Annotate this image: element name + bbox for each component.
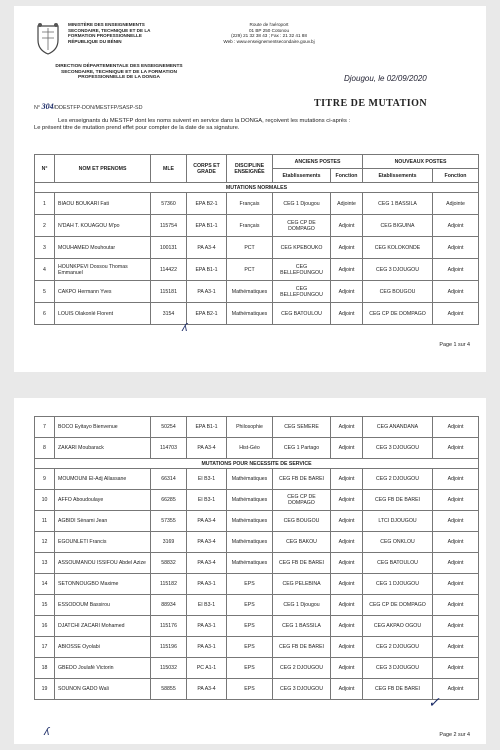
- teacher-name: LOUIS Olakonlé Florent: [55, 303, 151, 325]
- old-school: CEG SEMERE: [273, 417, 331, 438]
- row-num: 11: [35, 511, 55, 532]
- discipline: EPS: [227, 595, 273, 616]
- old-function: Adjoint: [331, 490, 363, 511]
- matricule: 58855: [151, 679, 187, 700]
- grade: PA A3-4: [187, 532, 227, 553]
- new-school: CEG 1 DJOUGOU: [363, 574, 433, 595]
- old-school: CEG KPEBOUKO: [273, 237, 331, 259]
- col-mle: MLE: [151, 155, 187, 183]
- old-school: CEG FB DE BAREI: [273, 637, 331, 658]
- old-school: CEG CP DE DOMPAGO: [273, 490, 331, 511]
- document-page-1: [14, 6, 486, 372]
- matricule: 115032: [151, 658, 187, 679]
- row-num: 19: [35, 679, 55, 700]
- new-function: Adjoint: [433, 658, 479, 679]
- mutation-table-page-1: [34, 154, 479, 325]
- teacher-name: SETONNOUGBO Maxime: [55, 574, 151, 595]
- teacher-name: MOUMOUNI El-Adj Allassane: [55, 469, 151, 490]
- discipline: Mathématiques: [227, 303, 273, 325]
- matricule: 3154: [151, 303, 187, 325]
- new-function: Adjoint: [433, 469, 479, 490]
- new-function: Adjoint: [433, 281, 479, 303]
- teacher-name: HOUNKPEVI Dossou Thomas Emmanuel: [55, 259, 151, 281]
- row-num: 18: [35, 658, 55, 679]
- new-function: Adjoint: [433, 637, 479, 658]
- ministry-header: MINISTÈRE DES ENSEIGNEMENTS SECONDAIRE, TECHNIQUE ET DE LA FORMATION PROFESSIONNELLE RÉPUBLIQUE DU BÉNIN: [68, 22, 151, 44]
- col-nouveaux-postes: NOUVEAUX POSTES: [363, 155, 479, 169]
- matricule: 114422: [151, 259, 187, 281]
- new-function: Adjoint: [433, 215, 479, 237]
- new-school: CEG CP DE DOMPAGO: [363, 303, 433, 325]
- old-function: Adjoint: [331, 469, 363, 490]
- new-function: Adjoint: [433, 303, 479, 325]
- grade: PA A3-1: [187, 616, 227, 637]
- matricule: 50254: [151, 417, 187, 438]
- table-row: [35, 438, 479, 459]
- col-num: N°: [35, 155, 55, 183]
- new-function: Adjoint: [433, 511, 479, 532]
- old-function: Adjoint: [331, 259, 363, 281]
- grade: PA A3-4: [187, 553, 227, 574]
- old-school: CEG BATOULOU: [273, 303, 331, 325]
- new-school: CEG KOLOKONDE: [363, 237, 433, 259]
- old-school: CEG FB DE BAREI: [273, 469, 331, 490]
- new-function: Adjoint: [433, 438, 479, 459]
- table-row: [35, 511, 479, 532]
- old-function: Adjoint: [331, 679, 363, 700]
- row-num: 12: [35, 532, 55, 553]
- row-num: 10: [35, 490, 55, 511]
- row-num: 5: [35, 281, 55, 303]
- row-num: 6: [35, 303, 55, 325]
- row-num: 9: [35, 469, 55, 490]
- handwritten-mark: ʎ: [44, 726, 50, 738]
- table-row: [35, 532, 479, 553]
- discipline: Philosophie: [227, 417, 273, 438]
- teacher-name: AGBIDI Sènami Jean: [55, 511, 151, 532]
- table-row: [35, 616, 479, 637]
- old-function: Adjoint: [331, 281, 363, 303]
- discipline: EPS: [227, 574, 273, 595]
- contact-block: Route de l'aéroport 01 BP 250 Cotonou (229) 21 32 38 43 ; Fax : 21 32 41 88 Web : www.enseignementsecondaire.gouv.bj: [223, 22, 315, 44]
- matricule: 57355: [151, 511, 187, 532]
- new-school: CEG 3 DJOUGOU: [363, 658, 433, 679]
- row-num: 2: [35, 215, 55, 237]
- old-function: Adjoint: [331, 532, 363, 553]
- direction-header: DIRECTION DÉPARTEMENTALE DES ENSEIGNEMENTS SECONDAIRE, TECHNIQUE ET DE LA FORMATION PROFESSIONNELLE DE LA DONGA: [55, 64, 183, 81]
- old-school: CEG BELLEFOUNGOU: [273, 259, 331, 281]
- new-school: CEG FB DE BAREI: [363, 490, 433, 511]
- discipline: EPS: [227, 637, 273, 658]
- old-school: CEG BOUGOU: [273, 511, 331, 532]
- old-function: Adjoint: [331, 303, 363, 325]
- grade: PA A3-1: [187, 281, 227, 303]
- teacher-name: EGOUNLETI Francis: [55, 532, 151, 553]
- table-row: [35, 215, 479, 237]
- intro-text: Les enseignants du MESTFP dont les noms suivent en service dans la DONGA, reçoivent les mutations ci-après : Le présent titre de mutation prend effet pour compter de la date de sa signature.: [34, 118, 351, 131]
- new-school: CEG BIGUINA: [363, 215, 433, 237]
- matricule: 57360: [151, 193, 187, 215]
- table-row: [35, 193, 479, 215]
- teacher-name: GBEDO Joulafè Victorin: [55, 658, 151, 679]
- table-row: [35, 553, 479, 574]
- matricule: 115754: [151, 215, 187, 237]
- new-school: CEG ANANDANA: [363, 417, 433, 438]
- old-function: Adjoint: [331, 616, 363, 637]
- new-function: Adjoint: [433, 616, 479, 637]
- teacher-name: DJATCHI ZACARI Mohamed: [55, 616, 151, 637]
- discipline: Hist-Géo: [227, 438, 273, 459]
- discipline: Français: [227, 215, 273, 237]
- col-anciens-postes: ANCIENS POSTES: [273, 155, 363, 169]
- discipline: Français: [227, 193, 273, 215]
- grade: EI B3-1: [187, 595, 227, 616]
- new-school: CEG AKPAO OGOU: [363, 616, 433, 637]
- col-etab-new: Etablissements: [363, 169, 433, 183]
- old-school: CEG 1 Djougou: [273, 595, 331, 616]
- old-function: Adjoint: [331, 595, 363, 616]
- table-row: [35, 595, 479, 616]
- row-num: 7: [35, 417, 55, 438]
- mutation-table-page-2: [34, 416, 479, 700]
- row-num: 17: [35, 637, 55, 658]
- teacher-name: ASSOUMANOU ISSIFOU Abdel Azize: [55, 553, 151, 574]
- section-header: MUTATIONS POUR NECESSITE DE SERVICE: [35, 459, 479, 469]
- discipline: PCT: [227, 259, 273, 281]
- table-row: [35, 679, 479, 700]
- coat-of-arms-icon: [34, 22, 62, 56]
- document-page-2: [14, 398, 486, 744]
- matricule: 114703: [151, 438, 187, 459]
- discipline: EPS: [227, 658, 273, 679]
- col-name: NOM ET PRENOMS: [55, 155, 151, 183]
- discipline: Mathématiques: [227, 511, 273, 532]
- old-function: Adjoint: [331, 658, 363, 679]
- col-fonction-new: Fonction: [433, 169, 479, 183]
- grade: EPA B1-1: [187, 417, 227, 438]
- row-num: 16: [35, 616, 55, 637]
- old-school: CEG 2 DJOUGOU: [273, 658, 331, 679]
- matricule: 58832: [151, 553, 187, 574]
- old-school: CEG 3 DJOUGOU: [273, 679, 331, 700]
- old-function: Adjoint: [331, 438, 363, 459]
- new-school: CEG FB DE BAREI: [363, 679, 433, 700]
- new-function: Adjoint: [433, 259, 479, 281]
- table-row: [35, 259, 479, 281]
- table-row: [35, 281, 479, 303]
- row-num: 15: [35, 595, 55, 616]
- new-school: CEG 2 DJOUGOU: [363, 469, 433, 490]
- new-function: Adjoint: [433, 679, 479, 700]
- table-row: [35, 490, 479, 511]
- discipline: Mathématiques: [227, 532, 273, 553]
- teacher-name: ABIOSSE Oyolabi: [55, 637, 151, 658]
- discipline: Mathématiques: [227, 281, 273, 303]
- old-function: Adjoint: [331, 215, 363, 237]
- teacher-name: CAKPO Hermann Yves: [55, 281, 151, 303]
- matricule: 66285: [151, 490, 187, 511]
- date-line: Djougou, le 02/09/2020: [344, 74, 427, 83]
- col-discipline: DISCIPLINE ENSEIGNÉE: [227, 155, 273, 183]
- old-school: CEG PELEBINA: [273, 574, 331, 595]
- old-function: Adjoint: [331, 511, 363, 532]
- new-function: Adjoint: [433, 417, 479, 438]
- new-function: Adjointe: [433, 193, 479, 215]
- discipline: EPS: [227, 679, 273, 700]
- grade: PA A3-4: [187, 511, 227, 532]
- col-etab-old: Etablissements: [273, 169, 331, 183]
- matricule: 115176: [151, 616, 187, 637]
- new-function: Adjoint: [433, 237, 479, 259]
- old-school: CEG 1 Partago: [273, 438, 331, 459]
- col-corps: CORPS ET GRADE: [187, 155, 227, 183]
- new-school: CEG 3 DJOUGOU: [363, 438, 433, 459]
- teacher-name: ESSODOUM Bassirou: [55, 595, 151, 616]
- new-school: CEG 3 DJOUGOU: [363, 259, 433, 281]
- old-function: Adjoint: [331, 237, 363, 259]
- old-function: Adjoint: [331, 417, 363, 438]
- row-num: 13: [35, 553, 55, 574]
- old-school: CEG FB DE BAREI: [273, 553, 331, 574]
- old-school: CEG 1 Djougou: [273, 193, 331, 215]
- matricule: 88934: [151, 595, 187, 616]
- new-function: Adjoint: [433, 574, 479, 595]
- grade: PA A3-4: [187, 438, 227, 459]
- reference-number: N° 304/DDESTFP-DON/MESTFP/SASP-SD: [34, 102, 143, 111]
- old-function: Adjoint: [331, 553, 363, 574]
- grade: EPA B1-1: [187, 215, 227, 237]
- table-row: [35, 237, 479, 259]
- handwritten-mark: ✓: [428, 694, 440, 710]
- row-num: 8: [35, 438, 55, 459]
- discipline: Mathématiques: [227, 553, 273, 574]
- grade: PA A3-4: [187, 237, 227, 259]
- col-fonction-old: Fonction: [331, 169, 363, 183]
- new-school: CEG BOUGOU: [363, 281, 433, 303]
- grade: PA A3-1: [187, 574, 227, 595]
- old-school: CEG 1 BASSILA: [273, 616, 331, 637]
- page-number: Page 2 sur 4: [439, 732, 470, 738]
- grade: EI B3-1: [187, 469, 227, 490]
- new-function: Adjoint: [433, 532, 479, 553]
- old-school: CEG BELLEFOUNGOU: [273, 281, 331, 303]
- new-school: CEG 1 BASSILA: [363, 193, 433, 215]
- grade: PA A3-4: [187, 679, 227, 700]
- page-number: Page 1 sur 4: [439, 342, 470, 348]
- teacher-name: MOUHAMED Mouhoutar: [55, 237, 151, 259]
- row-num: 4: [35, 259, 55, 281]
- matricule: 115181: [151, 281, 187, 303]
- grade: EPA B1-1: [187, 259, 227, 281]
- new-school: CEG BATOULOU: [363, 553, 433, 574]
- new-function: Adjoint: [433, 553, 479, 574]
- handwritten-mark: ʎ: [182, 322, 188, 334]
- new-function: Adjoint: [433, 490, 479, 511]
- table-row: [35, 637, 479, 658]
- teacher-name: ZAKARI Moubarack: [55, 438, 151, 459]
- teacher-name: AFFO Aboudoulaye: [55, 490, 151, 511]
- discipline: Mathématiques: [227, 469, 273, 490]
- matricule: 115182: [151, 574, 187, 595]
- row-num: 1: [35, 193, 55, 215]
- new-school: LTCI DJOUGOU: [363, 511, 433, 532]
- teacher-name: BOCO Eyitayo Bienvenue: [55, 417, 151, 438]
- teacher-name: SOUNON GADO Wali: [55, 679, 151, 700]
- table-row: [35, 469, 479, 490]
- old-function: Adjoint: [331, 637, 363, 658]
- grade: EI B3-1: [187, 490, 227, 511]
- table-row: [35, 574, 479, 595]
- table-row: [35, 417, 479, 438]
- row-num: 14: [35, 574, 55, 595]
- teacher-name: BIAOU BOUKARI Fati: [55, 193, 151, 215]
- matricule: 115196: [151, 637, 187, 658]
- discipline: Mathématiques: [227, 490, 273, 511]
- old-function: Adjointe: [331, 193, 363, 215]
- grade: EPA B2-1: [187, 303, 227, 325]
- old-school: CEG CP DE DOMPAGO: [273, 215, 331, 237]
- table-row: [35, 303, 479, 325]
- new-school: CEG 2 DJOUGOU: [363, 637, 433, 658]
- discipline: PCT: [227, 237, 273, 259]
- row-num: 3: [35, 237, 55, 259]
- matricule: 3169: [151, 532, 187, 553]
- grade: PA A3-1: [187, 637, 227, 658]
- grade: EPA B2-1: [187, 193, 227, 215]
- document-title: TITRE DE MUTATION: [314, 98, 428, 109]
- new-school: CEG CP DE DOMPAGO: [363, 595, 433, 616]
- matricule: 66314: [151, 469, 187, 490]
- table-row: [35, 658, 479, 679]
- discipline: EPS: [227, 616, 273, 637]
- matricule: 100131: [151, 237, 187, 259]
- section-header: MUTATIONS NORMALES: [35, 183, 479, 193]
- old-function: Adjoint: [331, 574, 363, 595]
- new-function: Adjoint: [433, 595, 479, 616]
- teacher-name: N'DAH T. KOUAGOU M'po: [55, 215, 151, 237]
- grade: PC A1-1: [187, 658, 227, 679]
- old-school: CEG BAKOU: [273, 532, 331, 553]
- new-school: CEG ONKLOU: [363, 532, 433, 553]
